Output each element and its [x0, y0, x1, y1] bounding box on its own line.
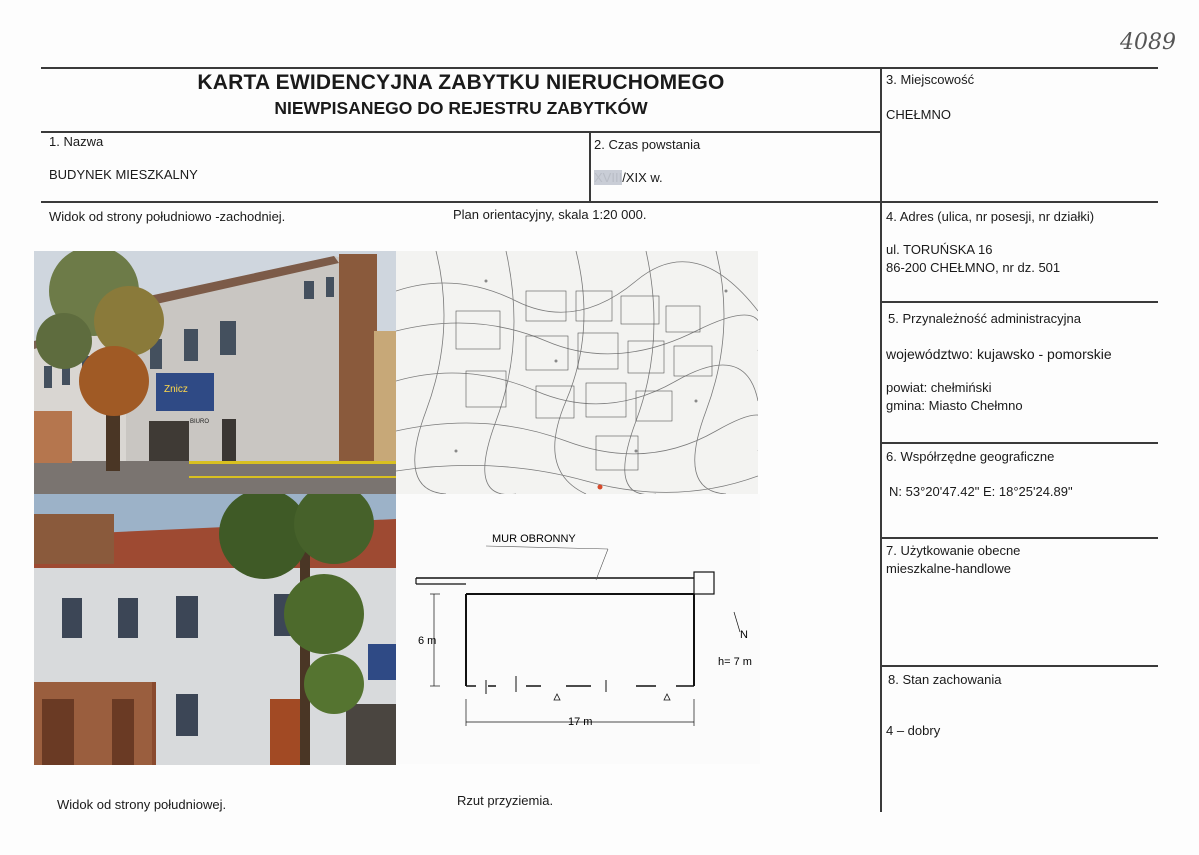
condition-label: 8. Stan zachowania	[888, 672, 1002, 687]
photo-southwest-view	[34, 251, 396, 494]
right-line-4	[881, 665, 1158, 667]
name-label: 1. Nazwa	[49, 134, 104, 149]
top-border	[41, 67, 1158, 69]
width-dimension: 17 m	[568, 716, 593, 728]
address-line1: ul. TORUŃSKA 16	[886, 242, 993, 257]
north-arrow-label: N	[740, 629, 748, 641]
locality-label: 3. Miejscowość	[886, 72, 975, 87]
usage-label: 7. Użytkowanie obecne	[886, 543, 1021, 558]
photo-south-svg	[34, 494, 396, 765]
usage-value: mieszkalne-handlowe	[886, 561, 1012, 576]
ground-floor-plan-svg	[396, 494, 760, 764]
depth-dimension: 6 m	[418, 635, 437, 647]
card-subtitle: NIEWPISANEGO DO REJESTRU ZABYTKÓW	[274, 98, 648, 118]
right-column-divider	[880, 67, 882, 812]
caption-view-sw: Widok od strony południowo -zachodniej.	[49, 209, 286, 224]
admin-commune: gmina: Miasto Chełmno	[886, 398, 1023, 413]
date-struck-value: XVIII	[594, 170, 623, 185]
name-row-bottom-line	[41, 201, 1158, 203]
address-label: 4. Adres (ulica, nr posesji, nr działki)	[886, 209, 1095, 224]
coords-label: 6. Współrzędne geograficzne	[886, 449, 1055, 464]
date-label: 2. Czas powstania	[594, 137, 701, 152]
caption-plan: Rzut przyziemia.	[457, 793, 554, 808]
biuro-sign-text: BIURO	[190, 419, 210, 425]
wall-label: MUR OBRONNY	[492, 533, 576, 545]
photo-southwest-svg	[34, 251, 396, 494]
right-line-3	[881, 537, 1158, 539]
admin-county: powiat: chełmiński	[886, 380, 992, 395]
admin-label: 5. Przynależność administracyjna	[888, 311, 1081, 326]
condition-value: 4 – dobry	[886, 723, 941, 738]
header-bottom-line	[41, 131, 881, 133]
photo-south-view	[34, 494, 396, 765]
date-column-divider	[589, 131, 591, 202]
locality-value: CHEŁMNO	[886, 107, 952, 122]
admin-voivodeship: województwo: kujawsko - pomorskie	[886, 346, 1112, 362]
inventory-number: 4089	[1120, 30, 1176, 55]
date-main-value: /XIX w.	[622, 170, 663, 185]
right-line-2	[881, 442, 1158, 444]
shop-sign-text: Znicz	[164, 384, 188, 395]
orientation-map-svg	[396, 251, 758, 494]
name-value: BUDYNEK MIESZKALNY	[49, 167, 198, 182]
card-title: KARTA EWIDENCYJNA ZABYTKU NIERUCHOMEGO	[197, 71, 725, 94]
coords-value: N: 53°20'47.42" E: 18°25'24.89"	[889, 484, 1073, 499]
date-value	[594, 170, 663, 185]
caption-map: Plan orientacyjny, skala 1:20 000.	[453, 207, 647, 222]
ground-floor-plan	[396, 494, 760, 764]
address-line2: 86-200 CHEŁMNO, nr dz. 501	[886, 260, 1061, 275]
caption-view-s: Widok od strony południowej.	[57, 797, 227, 812]
right-line-1	[881, 301, 1158, 303]
height-dimension: h= 7 m	[718, 656, 752, 668]
orientation-map	[396, 251, 758, 494]
